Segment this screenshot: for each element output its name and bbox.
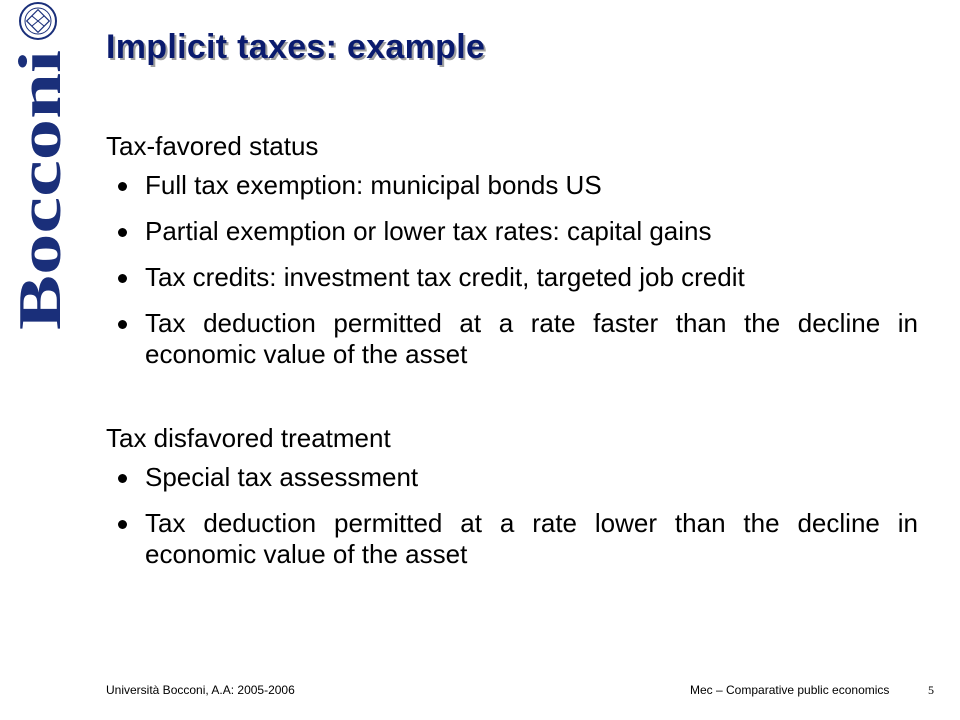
bocconi-logo-graphic <box>0 0 80 340</box>
bocconi-logo <box>0 0 80 340</box>
bullet-list <box>106 170 918 370</box>
bullet-icon <box>118 320 127 329</box>
list-item-text: Tax credits: investment tax credit, targeted job credit <box>145 262 745 292</box>
list-item-text: Full tax exemption: municipal bonds US <box>145 170 602 200</box>
list-item <box>106 508 918 570</box>
list-item <box>106 216 918 247</box>
bullet-icon <box>118 228 127 237</box>
footer-course: Mec – Comparative public economics <box>690 683 890 697</box>
list-item <box>106 308 918 370</box>
section-heading: Tax disfavored treatment <box>106 423 391 453</box>
section-tax-disfavored <box>106 420 918 570</box>
section-heading: Tax-favored status <box>106 131 319 161</box>
list-item-text: Special tax assessment <box>145 462 419 492</box>
list-item <box>106 462 918 493</box>
university-seal-icon <box>20 3 56 39</box>
bullet-icon <box>118 474 127 483</box>
section-tax-favored <box>106 128 918 370</box>
bocconi-wordmark: Bocconi <box>7 126 73 330</box>
list-item <box>106 170 918 201</box>
slide-content <box>106 128 918 585</box>
list-item-text: Partial exemption or lower tax rates: capital gains <box>145 216 712 246</box>
page-number: 5 <box>928 683 934 697</box>
bullet-icon <box>118 182 127 191</box>
bullet-icon <box>118 520 127 529</box>
footer-institution: Università Bocconi, A.A: 2005-2006 <box>106 683 295 697</box>
list-item-text: Tax deduction permitted at a rate lower than the decline in economic value of the asset <box>145 508 918 569</box>
slide-title: Implicit taxes: example <box>106 28 486 66</box>
list-item-text: Tax deduction permitted at a rate faster than the decline in economic value of the asset <box>145 308 918 369</box>
bullet-list <box>106 462 918 570</box>
bullet-icon <box>118 274 127 283</box>
list-item <box>106 262 918 293</box>
